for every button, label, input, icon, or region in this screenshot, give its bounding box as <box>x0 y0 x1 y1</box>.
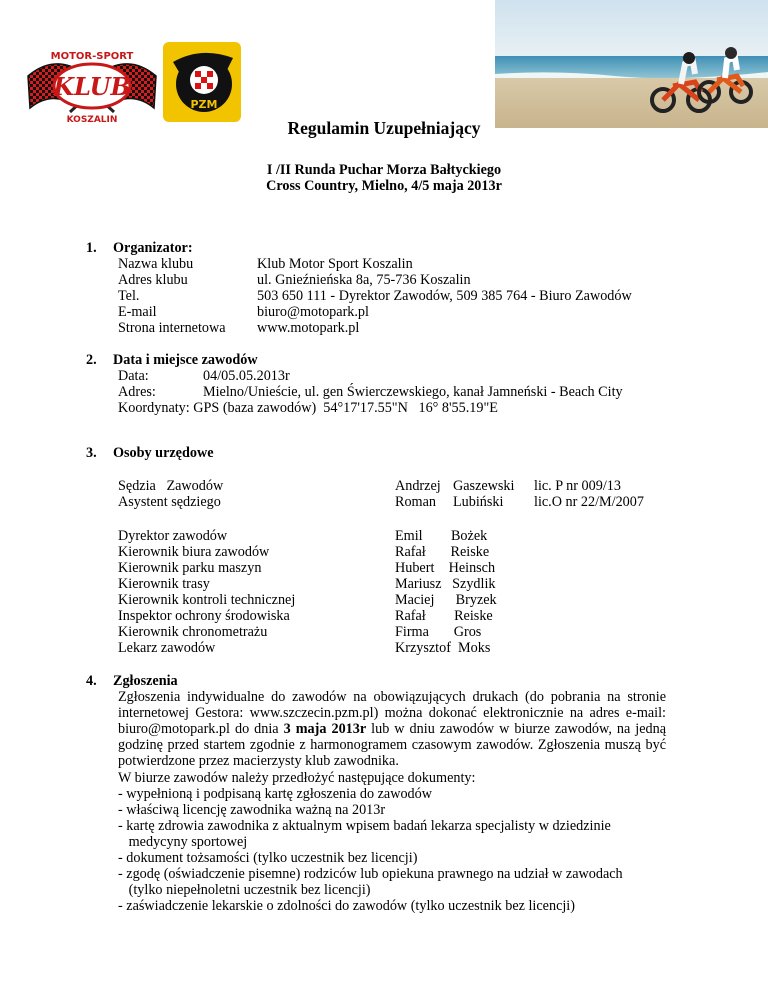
official-role: Sędzia Zawodów <box>118 478 224 494</box>
organizer-email: biuro@motopark.pl <box>257 304 369 320</box>
official-name: Hubert Heinsch <box>395 560 496 576</box>
section-number: 1. <box>86 240 97 256</box>
document-list-item: - dokument tożsamości (tylko uczestnik bez licencji) <box>118 850 418 866</box>
official-role: Kierownik chronometrażu <box>118 624 268 640</box>
organizer-label: Nazwa klubu <box>118 256 194 272</box>
document-list-item: medycyny sportowej <box>118 834 248 850</box>
official-name: Krzysztof Moks <box>395 640 491 656</box>
logo-pzm-text: PZM <box>190 98 218 111</box>
section-heading-organizer: Organizator: <box>113 240 193 256</box>
date-label: Data: <box>118 368 149 384</box>
organizer-label: Tel. <box>118 288 140 304</box>
organizer-value: ul. Gnieźnieńska 8a, 75-736 Koszalin <box>257 272 471 288</box>
logo-klub-bottom-text: KOSZALIN <box>66 115 118 124</box>
official-role: Kierownik biura zawodów <box>118 544 270 560</box>
official-license: lic. P nr 009/13 <box>534 478 621 494</box>
pzm-logo <box>161 40 243 124</box>
document-list-item: - wypełnioną i podpisaną kartę zgłoszenia do zawodów <box>118 786 432 802</box>
date-value: 04/05.05.2013r <box>203 368 290 384</box>
beach-motocross-photo <box>495 0 768 128</box>
document-title: Regulamin Uzupełniający <box>287 118 481 138</box>
address-label: Adres: <box>118 384 156 400</box>
documents-intro: W biurze zawodów należy przedłożyć następujące dokumenty: <box>118 770 476 786</box>
logo-klub-top-text: MOTOR-SPORT <box>50 51 134 62</box>
official-name: Maciej Bryzek <box>395 592 497 608</box>
organizer-label: E-mail <box>118 304 157 320</box>
official-role: Kierownik kontroli technicznej <box>118 592 296 608</box>
section-heading-officials: Osoby urzędowe <box>113 445 214 461</box>
organizer-website: www.motopark.pl <box>257 320 360 336</box>
entries-paragraph <box>118 689 666 769</box>
official-role: Asystent sędziego <box>118 494 221 510</box>
document-list-item: (tylko niepełnoletni uczestnik bez licencji) <box>118 882 371 898</box>
official-role: Dyrektor zawodów <box>118 528 228 544</box>
address-value: Mielno/Unieście, ul. gen Świerczewskiego, kanał Jamneński - Beach City <box>203 384 623 400</box>
official-role: Lekarz zawodów <box>118 640 216 656</box>
document-list-item: - zaświadczenie lekarskie o zdolności do zawodów (tylko uczestnik bez licencji) <box>118 898 575 914</box>
official-license: lic.O nr 22/M/2007 <box>534 494 644 510</box>
entries-text-cont: lub w dniu zawodów w biurze zawodów, na jedną godzinę przed startem zgodnie z harmonogramem czasowym zawodów. Zgłoszenia muszą być potwierdzone przez macierzysty klub zawodnika. <box>118 721 667 769</box>
official-role: Kierownik parku maszyn <box>118 560 262 576</box>
document-list-item: - właściwą licencję zawodnika ważną na 2013r <box>118 802 386 818</box>
motor-sport-klub-logo <box>24 42 160 124</box>
official-first-name: Andrzej <box>395 478 441 494</box>
official-role: Kierownik trasy <box>118 576 210 592</box>
official-name: Firma Gros <box>395 624 482 640</box>
official-first-name: Roman <box>395 494 436 510</box>
section-heading-entries: Zgłoszenia <box>113 673 178 689</box>
official-last-name: Gaszewski <box>453 478 515 494</box>
gps-coordinates: Koordynaty: GPS (baza zawodów) 54°17'17.55"N 16° 8'55.19"E <box>118 400 498 416</box>
document-list-item: - kartę zdrowia zawodnika z aktualnym wpisem badań lekarza specjalisty w dziedzinie <box>118 818 611 834</box>
official-name: Rafał Reiske <box>395 608 493 624</box>
organizer-value: Klub Motor Sport Koszalin <box>257 256 413 272</box>
document-list-item: - zgodę (oświadczenie pisemne) rodziców lub opiekuna prawnego na udział w zawodach <box>118 866 623 882</box>
logo-klub-mid-text: KLUB <box>53 72 131 101</box>
organizer-value: 503 650 111 - Dyrektor Zawodów, 509 385 764 - Biuro Zawodów <box>257 288 632 304</box>
official-last-name: Lubiński <box>453 494 504 510</box>
entries-text: Zgłoszenia indywidualne do zawodów na obowiązujących drukach (do pobrania na stronie internetowej Gestora: www.szczecin.pzm.pl) można dokonać elektronicznie na adres e-mail: biuro@motopark.pl do dnia <box>118 689 666 737</box>
official-name: Rafał Reiske <box>395 544 490 560</box>
event-subtitle: I /II Runda Puchar Morza Bałtyckiego <box>266 162 502 178</box>
organizer-label: Adres klubu <box>118 272 188 288</box>
official-name: Emil Bożek <box>395 528 488 544</box>
section-heading-date-place: Data i miejsce zawodów <box>113 352 258 368</box>
section-number: 4. <box>86 673 97 689</box>
section-number: 3. <box>86 445 97 461</box>
official-name: Mariusz Szydlik <box>395 576 496 592</box>
entries-deadline: 3 maja 2013r <box>283 721 367 737</box>
event-subtitle-details: Cross Country, Mielno, 4/5 maja 2013r <box>266 178 502 194</box>
organizer-label: Strona internetowa <box>118 320 226 336</box>
official-role: Inspektor ochrony środowiska <box>118 608 290 624</box>
section-number: 2. <box>86 352 97 368</box>
